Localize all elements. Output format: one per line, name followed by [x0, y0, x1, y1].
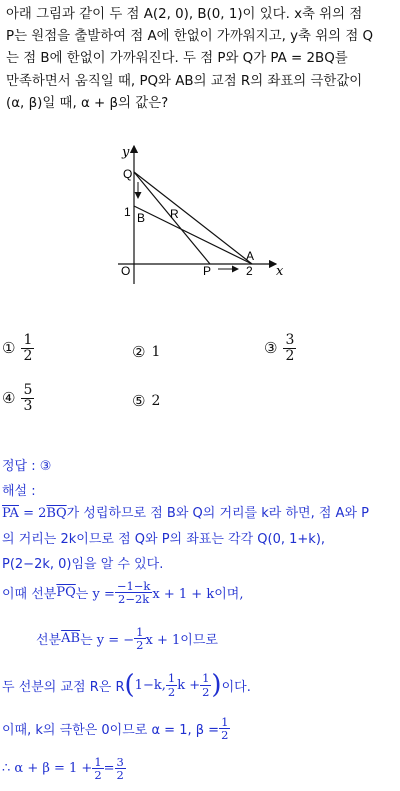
- solution-line-3: P(2−2k, 0)임을 알 수 있다.: [2, 557, 164, 572]
- choice-1-denominator: 2: [23, 347, 33, 364]
- equation-suffix: x + 1 + k이며,: [152, 587, 244, 603]
- solution-text: 가 성립하므로 점 B와 Q의 거리를 k라 하면, 점 A와 P: [66, 506, 369, 521]
- solution-line-5: [36, 626, 218, 651]
- answer-line: 정답 : ③: [2, 459, 52, 474]
- slope-numerator: −1−k: [116, 579, 151, 593]
- choice-mark: ④: [2, 389, 16, 408]
- solution-line-7: [2, 716, 230, 741]
- r-x-coord: 1−k,: [134, 677, 166, 693]
- choice-3-numerator: 3: [285, 332, 295, 348]
- frac-denominator: 2: [167, 684, 176, 699]
- right-paren: ): [211, 670, 222, 700]
- problem-line-3: 는 점 B에 한없이 가까워진다. 두 점 P와 Q가 PA = 2BQ를: [6, 51, 348, 67]
- segment-ab-label: $\overline{AB}$: [61, 631, 81, 647]
- frac-numerator: 1: [94, 755, 102, 769]
- choice-2[interactable]: [132, 343, 160, 361]
- problem-line-2: P는 원점을 출발하여 점 A에 한없이 가까워지고, y축 위의 점 Q: [6, 29, 374, 45]
- left-paren: (: [124, 670, 135, 700]
- segment-pq-label: $\overline{PQ}$: [56, 585, 76, 601]
- label-y: y: [122, 145, 130, 160]
- choice-4-denominator: 3: [23, 397, 33, 414]
- choice-5[interactable]: [132, 392, 160, 410]
- segment-pa-label: $\overline{PA}$: [2, 506, 19, 521]
- choice-mark: ①: [2, 339, 16, 358]
- frac-numerator: 1: [202, 671, 210, 686]
- solution-text: 이때 선분: [2, 587, 57, 603]
- solution-text: 이때, k의 극한은 0이므로 α = 1, β =: [2, 723, 220, 739]
- frac-denominator: 2: [221, 728, 229, 743]
- choice-mark: ②: [132, 343, 146, 361]
- solution-line-1: [2, 502, 369, 521]
- choice-4[interactable]: [2, 383, 34, 413]
- segment-qa: [134, 172, 255, 264]
- equation-prefix: 는 y =: [75, 587, 115, 603]
- label-r: R: [170, 207, 179, 221]
- solution-line-6: [2, 672, 251, 698]
- solution-text: 두 선분의 교점 R은 R: [2, 679, 125, 695]
- label-x: x: [276, 264, 284, 279]
- conclusion-prefix: ∴ α + β = 1 +: [2, 761, 93, 777]
- solution-text: 이다.: [221, 679, 251, 695]
- slope-denominator: 2−2k: [118, 592, 150, 607]
- equals-two: = 2: [18, 506, 47, 521]
- choice-3-denominator: 2: [285, 347, 295, 364]
- choice-2-value: 1: [151, 344, 161, 360]
- label-one: 1: [124, 205, 131, 219]
- problem-statement: [6, 4, 396, 115]
- frac-denominator: 2: [94, 768, 102, 783]
- label-a: A: [246, 249, 255, 263]
- solution-line-4: [2, 580, 243, 605]
- r-y-coord: k +: [177, 677, 201, 693]
- label-b: B: [137, 211, 146, 225]
- choice-1-numerator: 1: [23, 332, 33, 348]
- choice-mark: ③: [264, 339, 278, 358]
- label-q: Q: [123, 167, 133, 181]
- choice-3[interactable]: [264, 333, 296, 363]
- slope-numerator: 1: [136, 625, 144, 639]
- problem-line-1: 아래 그림과 같이 두 점 A(2, 0), B(0, 1)이 있다. x축 위의 점: [6, 7, 363, 22]
- final-denominator: 2: [116, 768, 124, 783]
- slope-denominator: 2: [136, 638, 144, 653]
- segment-ab: [134, 206, 255, 264]
- equation-suffix: x + 1이므로: [145, 633, 218, 649]
- final-numerator: 3: [116, 755, 124, 769]
- frac-denominator: 2: [202, 684, 210, 699]
- segment-bq-label: $\overline{BQ}$: [46, 506, 67, 521]
- solution-text: 선분: [36, 633, 62, 649]
- choice-5-value: 2: [151, 393, 161, 409]
- solution-line-2: 의 거리는 2k이므로 점 Q와 P의 좌표는 각각 Q(0, 1+k),: [2, 532, 326, 547]
- solution-title: 해설 :: [2, 484, 36, 499]
- coordinate-figure: [112, 138, 292, 288]
- solution-line-8: [2, 756, 126, 781]
- problem-line-5: (α, β)일 때, α + β의 값은?: [6, 95, 169, 111]
- equals-sign: =: [103, 761, 115, 777]
- problem-line-4: 만족하면서 움직일 때, PQ와 AB의 교점 R의 좌표의 극한값이: [6, 73, 363, 89]
- label-two: 2: [246, 264, 253, 278]
- label-origin: O: [121, 264, 131, 278]
- frac-numerator: 1: [221, 715, 229, 729]
- frac-numerator: 1: [167, 671, 176, 686]
- choice-1[interactable]: [2, 333, 34, 363]
- equation-prefix: 는 y = −: [80, 633, 135, 649]
- label-p: P: [203, 264, 212, 278]
- choice-4-numerator: 5: [23, 382, 33, 398]
- choice-mark: ⑤: [132, 392, 146, 410]
